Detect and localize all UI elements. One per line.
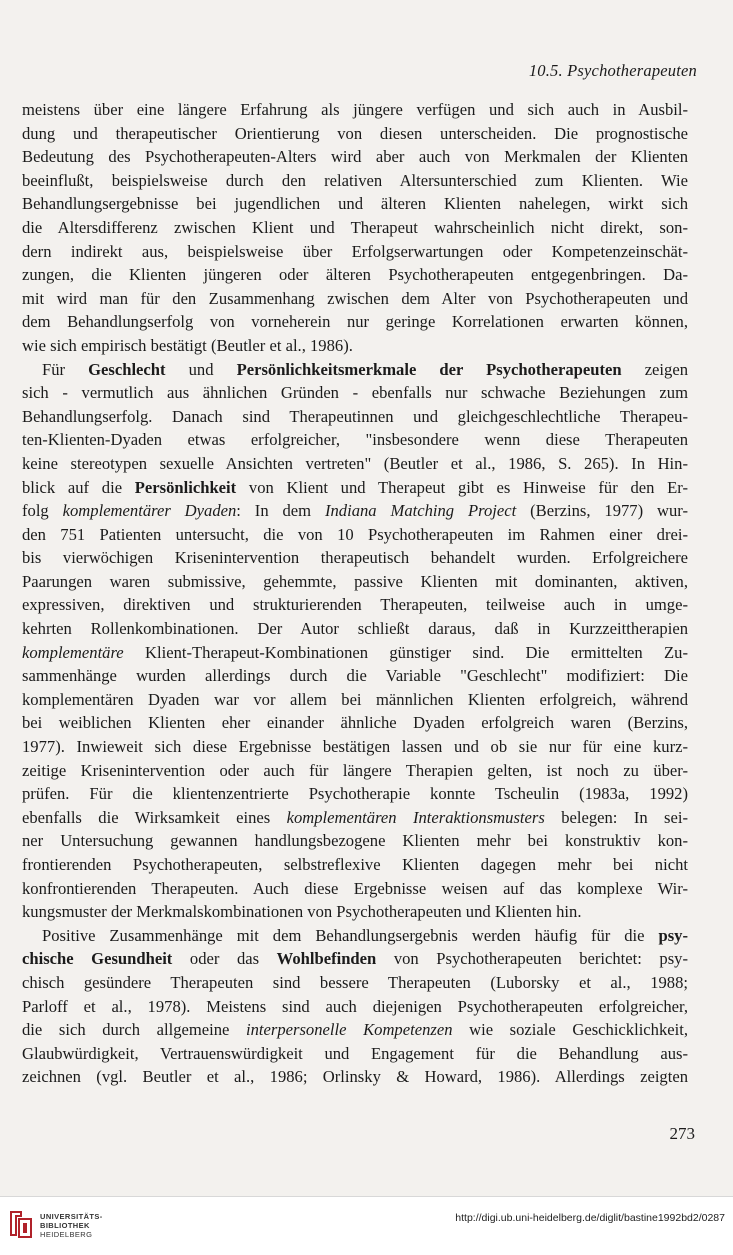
paragraph <box>22 358 688 924</box>
running-head: 10.5. Psychotherapeuten <box>528 61 697 80</box>
text-line <box>22 1042 688 1066</box>
text-run: belegen: In sei- <box>544 807 688 827</box>
text-line <box>22 381 688 405</box>
italic-term: komplementärer Dyaden <box>62 501 237 521</box>
text-run: die sich durch allgemeine <box>22 1020 247 1040</box>
text-run: sammenhänge wurden allerdings durch die Variable "Geschlecht" modifiziert: Die <box>22 666 688 686</box>
text-line <box>22 995 688 1019</box>
library-name-line: UNIVERSITÄTS- <box>40 1212 103 1221</box>
text-line <box>22 452 688 476</box>
text-run: von Psychotherapeuten berichtet: psy- <box>376 949 688 969</box>
text-line <box>22 1018 688 1042</box>
text-run: blick auf die <box>22 477 135 497</box>
text-line <box>22 806 688 830</box>
text-run: den 751 Patienten untersucht, die von 10 Psychotherapeuten im Rahmen einer drei- <box>22 524 688 544</box>
text-run: sich - vermutlich aus ähnlichen Gründen - ebenfalls nur schwache Beziehungen zum <box>22 383 688 403</box>
text-line <box>22 263 688 287</box>
bold-term: psy- <box>658 925 688 945</box>
library-name-line: BIBLIOTHEK <box>40 1221 90 1230</box>
text-line <box>22 900 688 924</box>
paragraph <box>22 924 688 1089</box>
text-line <box>22 617 688 641</box>
text-line <box>22 641 688 665</box>
text-run: komplementären Dyaden war vor allem bei männlichen Klienten erfolgreich, während <box>22 689 688 709</box>
bold-term: Wohlbefinden <box>276 949 377 969</box>
text-line <box>22 334 688 358</box>
text-run: bis vierwöchigen Krisenintervention therapeutisch behandelt wurden. Erfolgreichere <box>22 548 688 568</box>
footer-bar <box>0 1196 733 1255</box>
text-run: Parloff et al., 1978). Meistens sind auch diejenigen Psychotherapeuten erfolgreicher, <box>22 996 688 1016</box>
text-run: die Altersdifferenz zwischen Klient und Therapeut wahrscheinlich nicht direkt, son- <box>22 217 688 237</box>
italic-term: komplementäre <box>22 642 124 662</box>
text-line <box>22 877 688 901</box>
text-run: zeigen <box>621 359 688 379</box>
text-line <box>22 216 688 240</box>
text-line <box>22 310 688 334</box>
text-run: Bedeutung des Psychotherapeuten-Alters wird aber auch von Merkmalen der Klienten <box>22 147 688 167</box>
text-line <box>22 358 688 382</box>
text-run: meistens über eine längere Erfahrung als jüngere verfügen und sich auch in Ausbil- <box>22 100 688 119</box>
text-run: oder das <box>172 949 277 969</box>
text-line <box>22 782 688 806</box>
text-line <box>22 476 688 500</box>
text-run: zungen, die Klienten jüngeren oder älteren Psychotherapeuten entgegenbringen. Da- <box>22 265 688 285</box>
text-line <box>22 711 688 735</box>
text-run: ebenfalls die Wirksamkeit eines <box>22 807 287 827</box>
text-run: Glaubwürdigkeit, Vertrauenswürdigkeit und Engagement für die Behandlung aus- <box>22 1043 688 1063</box>
text-line <box>22 1065 688 1089</box>
text-run: zeichnen (vgl. Beutler et al., 1986; Orlinsky & Howard, 1986). Allerdings zeigten <box>22 1067 688 1087</box>
text-run: Für <box>42 359 89 379</box>
text-run: Klient-Therapeut-Kombinationen günstiger sind. Die ermittelten Zu- <box>123 642 688 662</box>
text-run: konfrontierenden Therapeuten. Auch diese Ergebnisse weisen auf das komplexe Wir- <box>22 878 688 898</box>
bold-term: Persönlichkeitsmerkmale der Psychotherapeuten <box>236 359 622 379</box>
italic-term: Indiana Matching Project <box>324 501 517 521</box>
bold-term: Geschlecht <box>88 359 166 379</box>
text-line <box>22 570 688 594</box>
text-run: Paarungen waren submissive, gehemmte, passive Klienten mit dominanten, aktiven, <box>22 571 688 591</box>
text-run: und <box>165 359 237 379</box>
text-line <box>22 735 688 759</box>
text-run: von Klient und Therapeut gibt es Hinweise für den Er- <box>236 477 688 497</box>
text-run: chisch gesündere Therapeuten sind bessere Therapeuten (Luborsky et al., 1988; <box>22 972 688 992</box>
text-run: Behandlungsergebnisse bei jugendlichen und älteren Klienten nahelegen, wirkt sich <box>22 194 688 214</box>
text-line <box>22 169 688 193</box>
text-run: Behandlungserfolg. Danach sind Therapeutinnen und gleichgeschlechtliche Therapeu- <box>22 406 688 426</box>
text-line <box>22 664 688 688</box>
library-name-line: HEIDELBERG <box>40 1230 93 1239</box>
text-run: dung und therapeutischer Orientierung von diesen unterscheiden. Die prognostische <box>22 123 688 143</box>
text-run: : In dem <box>236 501 325 521</box>
text-run: 1977). Inwieweit sich diese Ergebnisse bestätigen lassen und ob sie nur für eine kurz- <box>22 737 688 757</box>
text-run: mit wird man für den Zusammenhang zwischen dem Alter von Psychotherapeuten und <box>22 288 688 308</box>
text-line <box>22 287 688 311</box>
text-run: ten-Klienten-Dyaden etwas erfolgreicher, "insbesondere wenn diese Therapeuten <box>22 430 688 450</box>
source-url-link[interactable]: http://digi.ub.uni-heidelberg.de/diglit/bastine1992bd2/0287 <box>455 1212 725 1224</box>
text-run: Positive Zusammenhänge mit dem Behandlungsergebnis werden häufig für die <box>42 925 659 945</box>
text-line <box>22 829 688 853</box>
text-line <box>22 145 688 169</box>
text-line <box>22 853 688 877</box>
text-run: beeinflußt, beispielsweise durch den relativen Altersunterschied zum Klienten. Wie <box>22 170 688 190</box>
paragraph <box>22 98 688 358</box>
italic-term: komplementären Interaktionsmusters <box>286 807 545 827</box>
library-name <box>40 1212 103 1239</box>
text-line <box>22 240 688 264</box>
text-run: zeitige Krisenintervention oder auch für längere Therapien gelten, ist noch zu über- <box>22 760 688 780</box>
library-logo-icon[interactable] <box>8 1209 34 1239</box>
bold-term: Persönlichkeit <box>134 477 237 497</box>
text-line <box>22 122 688 146</box>
text-run: expressiven, direktiven und strukturierenden Therapeuten, teilweise auch in umge- <box>22 595 688 615</box>
text-line <box>22 759 688 783</box>
text-line <box>22 947 688 971</box>
text-run: wie soziale Geschicklichkeit, <box>452 1020 689 1040</box>
italic-term: interpersonelle Kompetenzen <box>246 1020 453 1040</box>
text-line <box>22 593 688 617</box>
bold-term: chische Gesundheit <box>22 949 173 969</box>
text-line <box>22 924 688 948</box>
text-line <box>22 98 688 122</box>
text-run: (Berzins, 1977) wur- <box>516 501 689 521</box>
text-line <box>22 428 688 452</box>
text-run: folg <box>22 501 63 521</box>
text-run: dem Behandlungserfolg von vorneherein nur geringe Korrelationen erwarten können, <box>22 312 688 332</box>
text-run: frontierenden Psychotherapeuten, selbstreflexive Klienten dagegen mehr bei nicht <box>22 855 688 874</box>
text-run: ner Untersuchung gewannen handlungsbezogene Klienten mehr bei konstruktiv kon- <box>22 831 688 851</box>
body-text <box>22 98 688 1089</box>
text-run: dern indirekt aus, beispielsweise über Erfolgserwartungen oder Kompetenzeinschät- <box>22 241 688 261</box>
text-run: keine stereotypen sexuelle Ansichten vertreten" (Beutler et al., 1986, S. 265). In Hin- <box>22 453 688 473</box>
text-line <box>22 971 688 995</box>
text-line <box>22 688 688 712</box>
text-line <box>22 523 688 547</box>
text-line <box>22 192 688 216</box>
text-run: kehrten Rollenkombinationen. Der Autor schließt daraus, daß in Kurzzeittherapien <box>22 619 688 639</box>
text-run: prüfen. Für die klientenzentrierte Psychotherapie konnte Tscheulin (1983a, 1992) <box>22 784 688 804</box>
text-run: wie sich empirisch bestätigt (Beutler et al., 1986). <box>22 335 353 355</box>
text-line <box>22 499 688 523</box>
text-line <box>22 546 688 570</box>
text-run: kungsmuster der Merkmalskombinationen von Psychotherapeuten und Klienten hin. <box>22 902 582 922</box>
page-number: 273 <box>669 1124 695 1143</box>
text-line <box>22 405 688 429</box>
text-run: bei weiblichen Klienten eher einander ähnliche Dyaden erfolgreich waren (Berzins, <box>22 713 688 733</box>
